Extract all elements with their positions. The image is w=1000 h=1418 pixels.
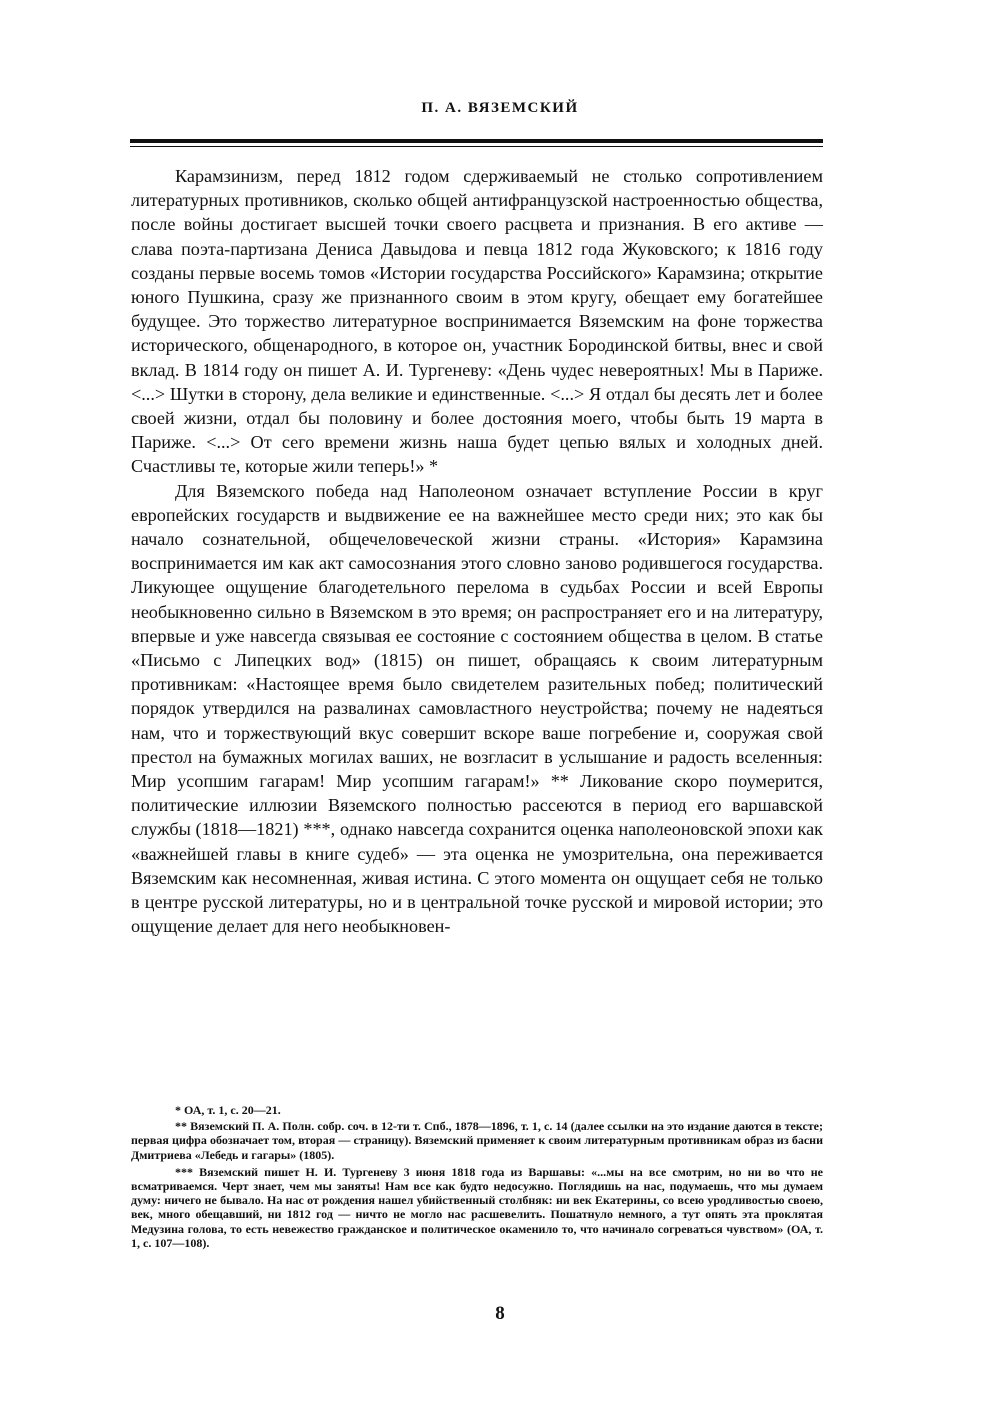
page-number: 8 <box>495 1303 505 1324</box>
header-rule-thin <box>130 146 823 147</box>
footnote-2: ** Вяземский П. А. Полн. собр. соч. в 12-ти т. Спб., 1878—1896, т. 1, с. 14 (далее ссылки на это издание даются в тексте; первая цифра обозначает том, вторая — страницу). Вяземский применяет к своим литературным противникам образ из басни Дмитриева «Лебедь и гагары» (1805). <box>131 1119 823 1162</box>
body-paragraph: Для Вяземского победа над Наполеоном означает вступление России в круг европейских государств и выдвижение ее на важнейшее место среди них; это как бы начало сознательной, общечеловеческой жизни страны. «История» Карамзина воспринимается им как акт самосознания этого словно заново родившегося государства. Ликующее ощущение благодетельного перелома в судьбах России и всей Европы необыкновенно сильно в Вяземском в это время; он распространяет его и на литературу, впервые и уже навсегда связывая ее состояние с состоянием общества в целом. В статье «Письмо с Липецких вод» (1815) он пишет, обращаясь к своим литературным противникам: «Настоящее время было свидетелем разительных побед; политический порядок утвердился на развалинах самовластного неустройства; почему не надеяться нам, что и торжествующий вкус совершит вскоре ваше погребение и, сооружая свой престол на бумажных могилах ваших, не возгласит в услышание и радость вселенныя: Мир усопшим гагарам! Мир усопшим гагарам!» ** Ликование скоро поумерится, политические иллюзии Вяземского полностью рассеются в период его варшавской службы (1818—1821) ***, однако навсегда сохранится оценка наполеоновской эпохи как «важнейшей главы в книге судеб» — эта оценка не умозрительна, она переживается Вяземским как несомненная, живая истина. С этого момента он ощущает себя не только в центре русской литературы, но и в центральной точке русской и мировой истории; это ощущение делает для него необыкновен- <box>131 480 823 937</box>
footnotes <box>131 1103 823 1253</box>
body-paragraph: Карамзинизм, перед 1812 годом сдерживаемый не столько сопротивлением литературных противников, сколько общей антифранцузской настроенностью общества, после войны достигает высшей точки своего расцвета и признания. В его активе — слава поэта-партизана Дениса Давыдова и певца 1812 года Жуковского; к 1816 году созданы первые восемь томов «Истории государства Российского» Карамзина; открытие юного Пушкина, сразу же признанного своим в этом кругу, обещает ему богатейшее будущее. Это торжество литературное воспринимается Вяземским на фоне торжества исторического, общенародного, в которое он, участник Бородинской битвы, внес и свой вклад. В 1814 году он пишет А. И. Тургеневу: «День чудес невероятных! Мы в Париже. <...> Шутки в сторону, дела великие и единственные. <...> Я отдал бы десять лет и более своей жизни, отдал бы половину и более достояния моего, чтобы быть 19 марта в Париже. <...> От сего времени жизнь наша будет цепью вялых и холодных дней. Счастливы те, которые жили теперь!» * <box>131 166 823 477</box>
main-text <box>131 164 823 939</box>
header-rule-thick <box>130 139 823 143</box>
running-title: П. А. ВЯЗЕМСКИЙ <box>421 100 579 116</box>
footnote-1: * ОА, т. 1, с. 20—21. <box>175 1103 281 1117</box>
footnote-3: *** Вяземский пишет Н. И. Тургеневу 3 июня 1818 года из Варшавы: «...мы на все смотрим, но ни во что не всматриваемся. Черт знает, чем мы заняты! Нам все как будто недосужно. Поглядишь на нас, подумаешь, что мы думаем думу: ничего не бывало. На нас от рождения нашел убийственный столбняк: ни век Екатерины, со всею уродливостью своею, век, много обещавший, ни 1812 год — ничто не могло нас расшевелить. Пошатнуло немного, а тут опять эта проклятая Медузина голова, то есть невежество гражданское и политическое окаменило то, что начинало согреваться чувством» (ОА, т. 1, с. 107—108). <box>131 1164 823 1250</box>
